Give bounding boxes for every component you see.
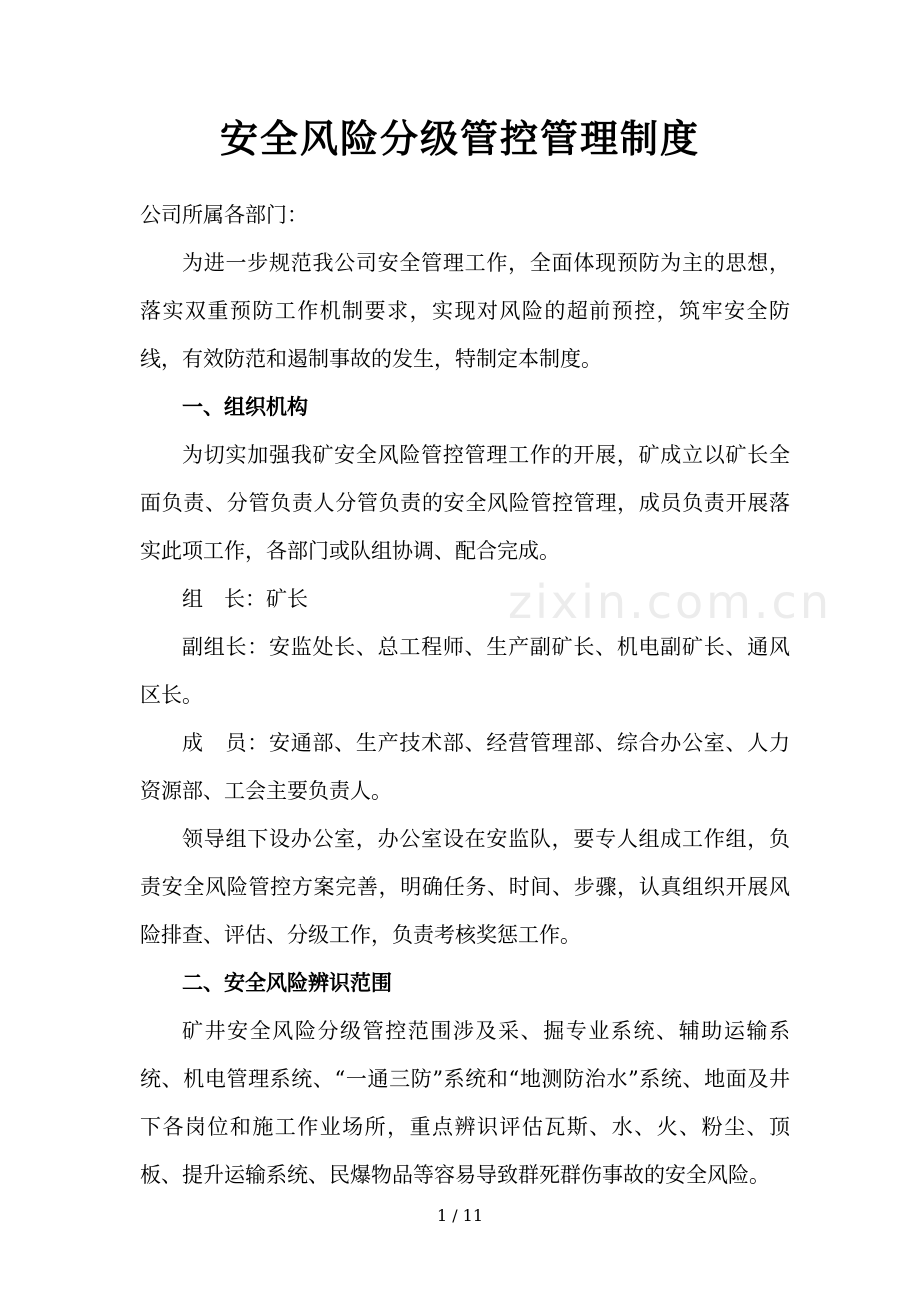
section-heading-scope: 二、安全风险辨识范围: [182, 971, 392, 995]
document-body: [140, 191, 790, 1199]
document-title: 安全风险分级管控管理制度: [219, 117, 700, 161]
organization-paragraph: 为切实加强我矿安全风险管控管理工作的开展，矿成立以矿长全面负责、分管负责人分管负责的安全风险管控管理，成员负责开展落实此项工作，各部门或队组协调、配合完成。: [140, 443, 790, 563]
office-paragraph: 领导组下设办公室，办公室设在安监队，要专人组成工作组，负责安全风险管控方案完善，明确任务、时间、步骤，认真组织开展风险排查、评估、分级工作，负责考核奖惩工作。: [140, 827, 790, 947]
watermark: zixin.com.cn: [507, 575, 833, 629]
deputy-leader-line: 副组长：安监处长、总工程师、生产副矿长、机电副矿长、通风区长。: [140, 635, 790, 707]
leader-line: 组 长：矿长: [182, 587, 308, 611]
members-line: 成 员：安通部、生产技术部、经营管理部、综合办公室、人力资源部、工会主要负责人。: [140, 731, 790, 803]
salutation: 公司所属各部门：: [140, 203, 308, 227]
intro-paragraph: 为进一步规范我公司安全管理工作，全面体现预防为主的思想，落实双重预防工作机制要求，实现对风险的超前预控，筑牢安全防线，有效防范和遏制事故的发生，特制定本制度。: [140, 251, 790, 371]
section-heading-organization: 一、组织机构: [182, 395, 308, 419]
page-number: 1 / 11: [436, 1206, 484, 1225]
scope-paragraph: 矿井安全风险分级管控范围涉及采、掘专业系统、辅助运输系统、机电管理系统、“一通三防”系统和“地测防治水”系统、地面及井下各岗位和施工作业场所，重点辨识评估瓦斯、水、火、粉尘、顶板、提升运输系统、民爆物品等容易导致群死群伤事故的安全风险。: [140, 1019, 790, 1187]
